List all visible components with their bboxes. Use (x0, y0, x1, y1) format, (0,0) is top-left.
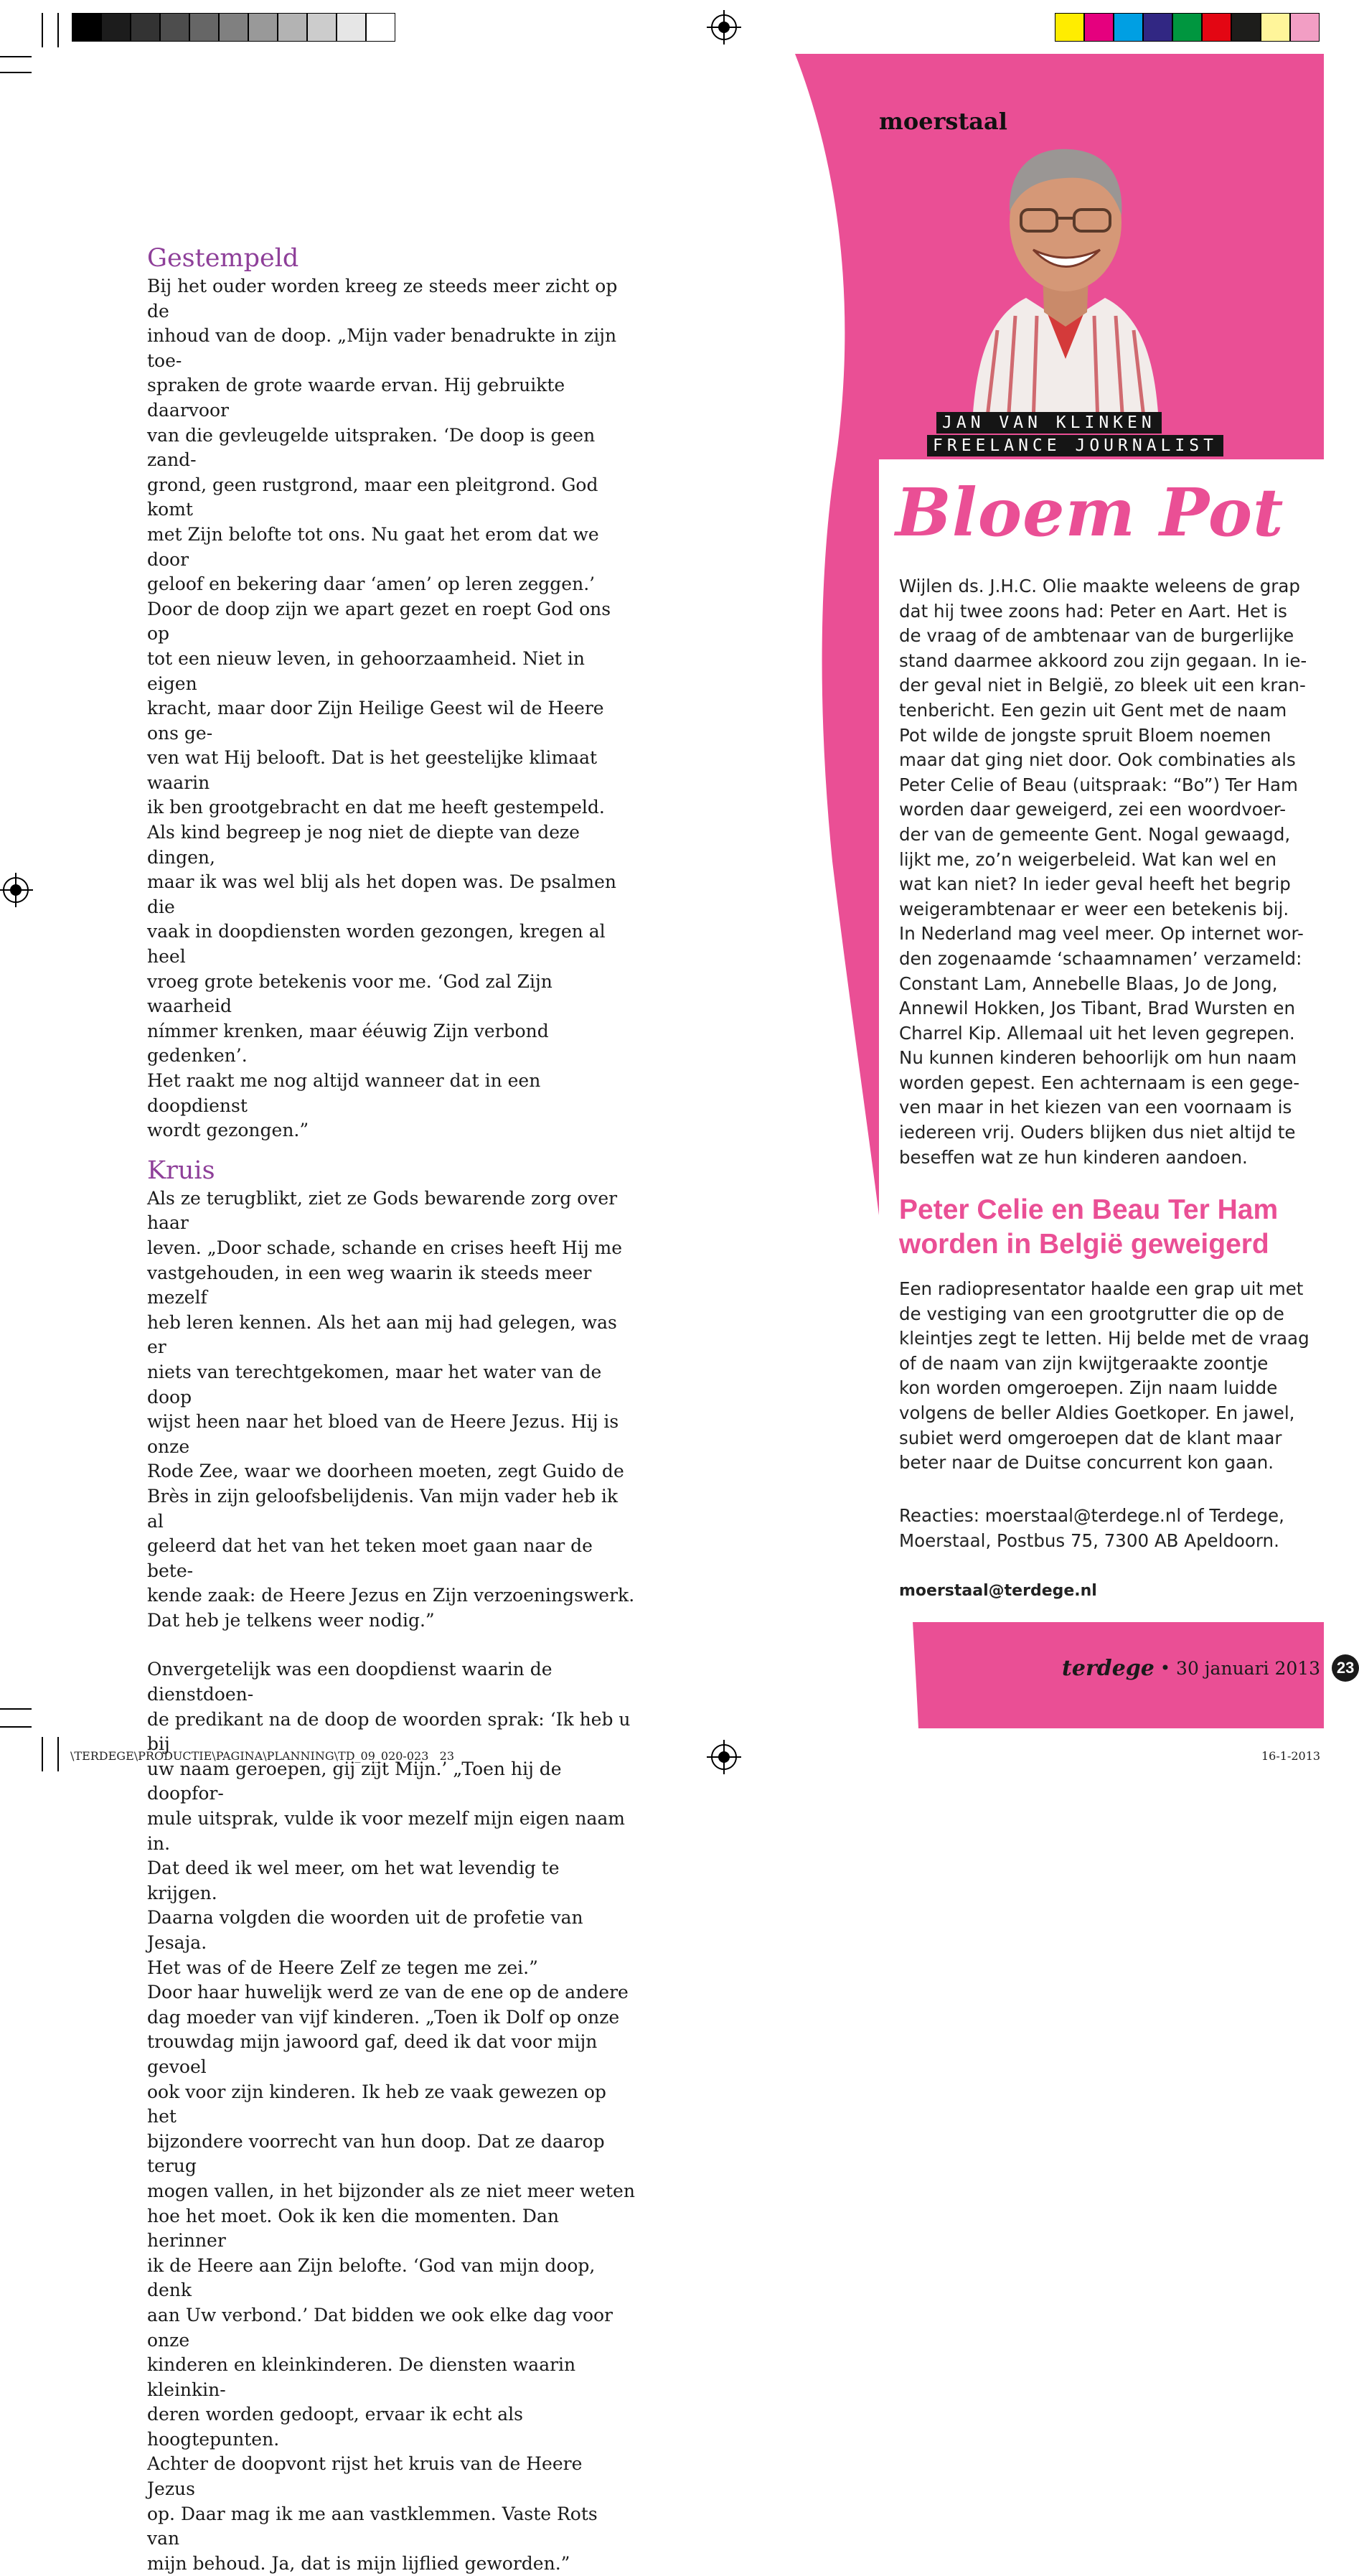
columnist-role: FREELANCE JOURNALIST (927, 435, 1223, 456)
section-body-kruis: Als ze terugblikt, ziet ze Gods bewarende zorg over haar leven. „Door schade, schande en crises heeft Hij me vastgehouden, in een weg waarin ik steeds meer mezelf heb leren kennen. Als het aan mij had gelegen, was er niets van terechtgekomen, maar het water van de doop wijst heen naar het bloed van de Heere Jezus. Hij is onze Rode Zee, waar we doorheen moeten, zegt Guido de Brès in zijn geloofsbelijdenis. Van mijn vader heb ik al geleerd dat het van het teken moet gaan naar de bete- kende zaak: de Heere Jezus en Zijn verzoeningswerk. Dat heb je telkens weer nodig.” (147, 1187, 635, 1631)
section-body-gestempeld: Bij het ouder worden kreeg ze steeds meer zicht op de inhoud van de doop. „Mijn vader benadrukte in zijn toe- spraken de grote waarde ervan. Hij gebruikte daarvoor van die gevleugelde uitspraken. ‘De doop is geen zand- grond, geen rustgrond, maar een pleitgrond. God komt met Zijn belofte tot ons. Nu gaat het erom dat we door geloof en bekering daar ‘amen’ op leren zeggen.’ Door de doop zijn we apart gezet en roept God ons op tot een nieuw leven, in gehoorzaamheid. Niet in eigen kracht, maar door Zijn Heilige Geest wil de Heere ons ge- ven wat Hij belooft. Dat is het geestelijke klimaat waarin ik ben grootgebracht en dat me heeft gestempeld. Als kind begreep je nog niet de diepte van deze dingen, maar ik was wel blij als het dopen was. De psalmen die vaak in doopdiensten worden gezongen, kregen al heel vroeg grote betekenis voor me. ‘God zal Zijn waarheid nímmer krenken, maar ééuwig Zijn verbond gedenken’. Het raakt me nog altijd wanneer dat in een doopdienst wordt gezongen.” (147, 276, 618, 1141)
section-heading-gestempeld: Gestempeld (147, 244, 299, 273)
columnist-portrait (958, 144, 1173, 423)
print-date: 16-1-2013 (1261, 1749, 1321, 1763)
article-column (147, 243, 635, 2576)
columnist-name: JAN VAN KLINKEN (936, 412, 1162, 434)
section-body-closing: Onvergetelijk was een doopdienst waarin de dienstdoen- de predikant na de doop de woorden sprak: ‘Ik heb u bij uw naam geroepen, gij zijt Mijn.’ „Toen hij de doopfor- mule uitsprak, vulde ik voor mezelf mijn eigen naam in. Dat deed ik wel meer, om het wat levendig te krijgen. Daarna volgden die woorden uit de profetie van Jesaja. Het was of de Heere Zelf ze tegen me zei.” Door haar huwelijk werd ze van de ene op de andere dag moeder van vijf kinderen. „Toen ik Dolf op onze trouwdag mijn jawoord gaf, deed ik dat voor mijn gevoel ook voor zijn kinderen. Ik heb ze vaak gewezen op het bijzondere voorrecht van hun doop. Dat ze daarop terug mogen vallen, in het bijzonder als ze niet meer weten hoe het moet. Ook ik ken die momenten. Dan herinner ik de Heere aan Zijn belofte. ‘God van mijn doop, denk aan Uw verbond.’ Dat bidden we ook elke dag voor onze kinderen en kleinkinderen. De diensten waarin kleinkin- deren worden gedoopt, ervaar ik echt als hoogtepunten. Achter de doopvont rijst het kruis van de Heere Jezus op. Daar mag ik me aan vastklemmen. Vaste Rots van mijn behoud. Ja, dat is mijn lijflied geworden.” (147, 1659, 635, 2574)
page-footer (1062, 1654, 1359, 1682)
column-subheading: Peter Celie en Beau Ter Ham worden in België geweigerd (899, 1194, 1279, 1260)
column-email: moerstaal@terdege.nl (899, 1582, 1097, 1600)
issue-date: 30 januari 2013 (1176, 1657, 1321, 1679)
page-number-badge: 23 (1332, 1654, 1359, 1682)
column-body: Een radiopresentator haalde een grap uit met de vestiging van een grootgrutter die op de kleintjes zegt te letten. Hij belde met de vraag of de naam van zijn kwijtgeraakte zoontje kon worden omgeroepen. Zijn naam luidde volgens de beller Aldies Goetkoper. En jawel, subiet werd omgeroepen dat de klant maar beter naar de Duitse concurrent kon gaan. (899, 1278, 1309, 1474)
column-intro: Wijlen ds. J.H.C. Olie maakte weleens de grap dat hij twee zoons had: Peter en Aart. Het is de vraag of de ambtenaar van de burgerlijke stand daarmee akkoord zou zijn gegaan. In ie- der geval niet in België, zo bleek uit een kran- tenbericht. Een gezin uit Gent met de naam Pot wilde de jongste spruit Bloem noemen maar dat ging niet door. Ook combinaties als Peter Celie of Beau (uitspraak: “Bo”) Ter Ham worden daar geweigerd, zei een woordvoer- der van de gemeente Gent. Nogal gewaagd, lijkt me, zo’n weigerbeleid. Wat kan wel en wat kan niet? In ieder geval heeft het begrip weigerambtenaar er weer een betekenis bij. In Nederland mag veel meer. Op internet wor- den zogenaamde ‘schaamnamen’ verzameld: Constant Lam, Annebelle Blaas, Jo de Jong, Annewil Hokken, Jos Tibant, Brad Wursten en Charrel Kip. Allemaal uit het leven gegrepen. Nu kunnen kinderen behoorlijk om hun naam worden gepest. Een achternaam is een gege- ven maar in het kiezen van een voornaam is iedereen vrij. Ouders blijken dus niet altijd te beseffen wat ze hun kinderen aandoen. (899, 576, 1307, 1168)
production-slug: \TERDEGE\PRODUCTIE\PAGINA\PLANNING\TD_09_020-023 23 (70, 1749, 454, 1763)
column-title: Bloem Pot (895, 474, 1284, 551)
footer-separator: • (1160, 1658, 1171, 1678)
section-heading-kruis: Kruis (147, 1156, 215, 1185)
magazine-name: terdege (1062, 1655, 1155, 1681)
column-reactions: Reacties: moerstaal@terdege.nl of Terdege, Moerstaal, Postbus 75, 7300 AB Apeldoorn. (899, 1505, 1284, 1551)
rubric-label: moerstaal (879, 108, 1007, 135)
